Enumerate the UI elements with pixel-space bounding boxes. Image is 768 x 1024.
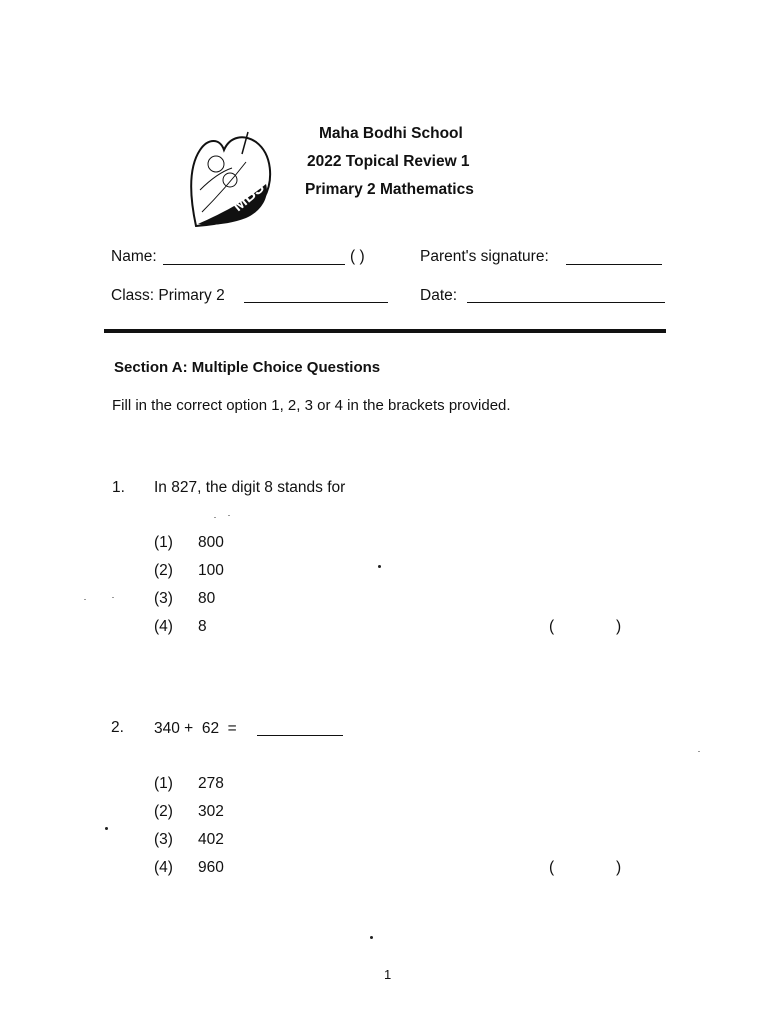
scan-speck (378, 565, 381, 568)
q2-answer-open-bracket[interactable]: ( (549, 859, 555, 876)
q1-option-3-label: (3) (154, 590, 173, 607)
q1-option-1-value: 800 (198, 534, 224, 551)
date-label: Date: (420, 287, 458, 304)
name-blank[interactable] (163, 264, 345, 265)
scan-speck (84, 599, 86, 600)
class-blank[interactable] (244, 302, 388, 303)
question-1-number: 1. (112, 479, 125, 496)
q1-option-4-label: (4) (154, 618, 173, 635)
q1-option-4-value: 8 (198, 618, 207, 635)
q1-answer-close-bracket[interactable]: ) (616, 618, 622, 635)
paper-title: 2022 Topical Review 1 (307, 153, 470, 170)
q1-answer-open-bracket[interactable]: ( (549, 618, 555, 635)
q2-option-2-label: (2) (154, 803, 173, 820)
q2-option-2-value: 302 (198, 803, 224, 820)
question-2-number: 2. (111, 719, 124, 736)
section-title: Section A: Multiple Choice Questions (114, 359, 381, 376)
scan-speck (228, 515, 230, 516)
section-instruction: Fill in the correct option 1, 2, 3 or 4 in the brackets provided. (112, 397, 511, 414)
q2-option-4-label: (4) (154, 859, 173, 876)
scan-speck (698, 751, 700, 752)
parent-signature-label: Parent's signature: (420, 248, 549, 265)
index-brackets[interactable]: ( ) (350, 248, 365, 265)
class-label: Class: Primary 2 (111, 287, 225, 304)
divider-rule (104, 329, 666, 333)
q2-option-1-label: (1) (154, 775, 173, 792)
question-1-text: In 827, the digit 8 stands for (154, 479, 346, 496)
logo-lettering: MBS (229, 179, 268, 216)
scan-speck (370, 936, 373, 939)
q1-option-2-label: (2) (154, 562, 173, 579)
q2-option-3-label: (3) (154, 831, 173, 848)
school-name: Maha Bodhi School (319, 125, 463, 142)
date-blank[interactable] (467, 302, 665, 303)
q2-option-3-value: 402 (198, 831, 224, 848)
name-label: Name: (111, 248, 157, 265)
q2-answer-blank[interactable] (257, 735, 343, 736)
scan-speck (105, 827, 108, 830)
q1-option-3-value: 80 (198, 590, 216, 607)
q1-option-2-value: 100 (198, 562, 224, 579)
q2-answer-close-bracket[interactable]: ) (616, 859, 622, 876)
q2-option-4-value: 960 (198, 859, 224, 876)
school-logo (186, 128, 276, 230)
subject-title: Primary 2 Mathematics (305, 181, 474, 198)
page-number: 1 (384, 967, 392, 982)
question-2-text: 340 + 62 = (154, 720, 237, 737)
parent-signature-blank[interactable] (566, 264, 662, 265)
scan-speck (214, 517, 216, 518)
q1-option-1-label: (1) (154, 534, 173, 551)
scan-speck (112, 597, 114, 598)
q2-option-1-value: 278 (198, 775, 224, 792)
